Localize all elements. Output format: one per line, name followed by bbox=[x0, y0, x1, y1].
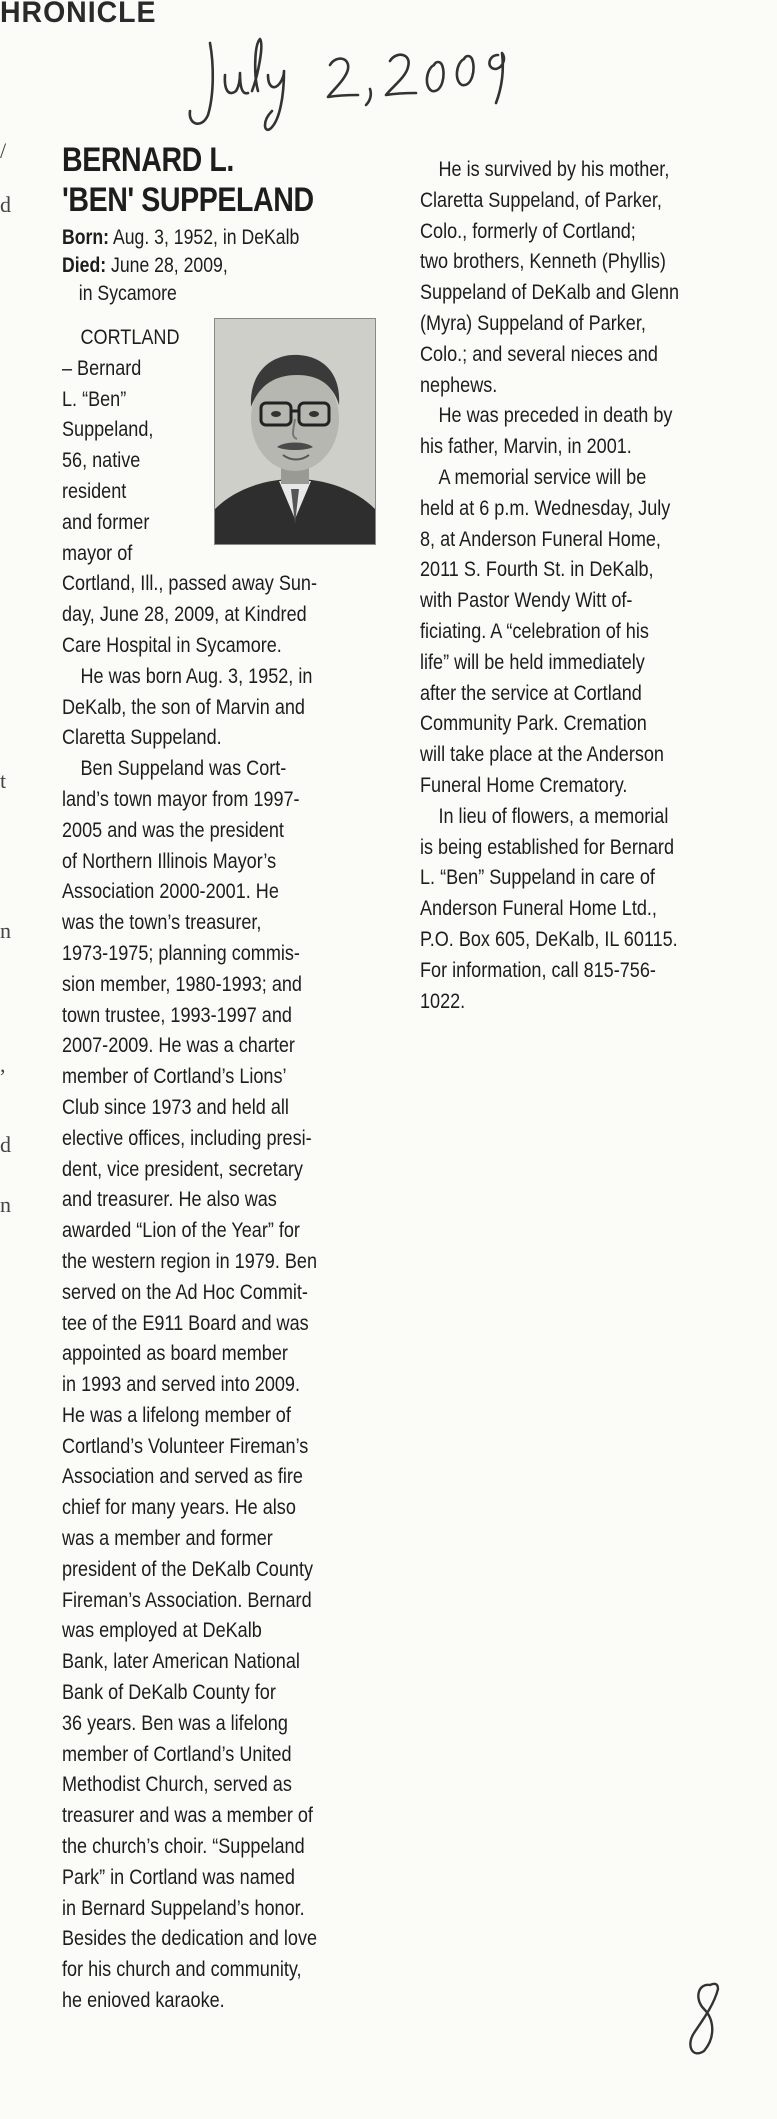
born-label: Born: bbox=[62, 226, 110, 249]
body-line: elective offices, including presi- bbox=[62, 1125, 312, 1150]
body-line: held at 6 p.m. Wednesday, July bbox=[420, 495, 671, 520]
body-line: in 1993 and served into 2009. bbox=[62, 1372, 300, 1397]
body-line: Cortland’s Volunteer Fireman’s bbox=[62, 1433, 309, 1458]
body-line: sion member, 1980-1993; and bbox=[62, 971, 302, 996]
body-line: He was born Aug. 3, 1952, in bbox=[80, 663, 313, 688]
body-line: Anderson Funeral Home Ltd., bbox=[420, 896, 657, 921]
edge-fragment: t bbox=[0, 768, 7, 793]
body-line: the church’s choir. “Suppeland bbox=[62, 1834, 305, 1859]
body-line: In lieu of flowers, a memorial bbox=[438, 803, 669, 828]
body-line: is being established for Bernard bbox=[420, 834, 675, 859]
body-line: Cortland, Ill., passed away Sun- bbox=[62, 571, 317, 596]
body-line: two brothers, Kenneth (Phyllis) bbox=[420, 249, 666, 274]
body-line: and treasurer. He also was bbox=[62, 1187, 277, 1212]
body-line: Bank of DeKalb County for bbox=[62, 1680, 276, 1705]
obituary-right-body bbox=[420, 154, 706, 1016]
body-line: Claretta Suppeland. bbox=[62, 725, 222, 750]
body-line: mayor of bbox=[62, 540, 133, 565]
body-line: after the service at Cortland bbox=[420, 680, 642, 705]
died-label: Died: bbox=[62, 254, 107, 277]
body-line: Fireman’s Association. Bernard bbox=[62, 1587, 312, 1612]
body-line: 2005 and was the president bbox=[62, 817, 284, 842]
body-line: Funeral Home Crematory. bbox=[420, 772, 628, 797]
body-line: Claretta Suppeland, of Parker, bbox=[420, 187, 662, 212]
edge-fragment: d bbox=[0, 192, 11, 217]
body-line: nephews. bbox=[420, 372, 498, 397]
body-line: DeKalb, the son of Marvin and bbox=[62, 694, 305, 719]
obituary-headline bbox=[62, 140, 327, 220]
body-line: 1022. bbox=[420, 988, 466, 1013]
body-line: resident bbox=[62, 478, 127, 503]
body-line: of Northern Illinois Mayor’s bbox=[62, 848, 277, 873]
body-line: and former bbox=[62, 509, 150, 534]
obituary-left-column bbox=[62, 140, 377, 2016]
body-line: served on the Ad Hoc Commit- bbox=[62, 1279, 308, 1304]
body-line: tee of the E911 Board and was bbox=[62, 1310, 309, 1335]
body-line: was a member and former bbox=[62, 1526, 273, 1551]
body-line: Methodist Church, served as bbox=[62, 1772, 292, 1797]
body-line: A memorial service will be bbox=[438, 464, 647, 489]
body-line: 2011 S. Fourth St. in DeKalb, bbox=[420, 557, 654, 582]
obituary-right-column bbox=[420, 154, 760, 1016]
body-line: president of the DeKalb County bbox=[62, 1556, 313, 1581]
newspaper-masthead: HRONICLE bbox=[0, 0, 157, 29]
body-line: Bank, later American National bbox=[62, 1649, 300, 1674]
body-line: was employed at DeKalb bbox=[62, 1618, 262, 1643]
body-line: Club since 1973 and held all bbox=[62, 1094, 289, 1119]
body-line: ficiating. A “celebration of his bbox=[420, 618, 649, 643]
body-line: P.O. Box 605, DeKalb, IL 60115. bbox=[420, 926, 678, 951]
body-line: will take place at the Anderson bbox=[420, 742, 664, 767]
body-line: day, June 28, 2009, at Kindred bbox=[62, 602, 307, 627]
body-line: 2007-2009. He was a charter bbox=[62, 1033, 295, 1058]
headline-line-1: BERNARD L. bbox=[62, 141, 234, 179]
body-line: appointed as board member bbox=[62, 1341, 288, 1366]
body-line: Besides the dedication and love bbox=[62, 1926, 318, 1951]
body-line: life” will be held immediately bbox=[420, 649, 645, 674]
body-line: Association and served as fire bbox=[62, 1464, 303, 1489]
body-line: he enioved karaoke. bbox=[62, 1988, 225, 2013]
body-line: Park” in Cortland was named bbox=[62, 1864, 295, 1889]
body-line: awarded “Lion of the Year” for bbox=[62, 1218, 300, 1243]
body-line: Suppeland of DeKalb and Glenn bbox=[420, 280, 680, 305]
body-line: L. “Ben” bbox=[62, 386, 127, 411]
body-line: Association 2000-2001. He bbox=[62, 879, 279, 904]
body-line: – Bernard bbox=[62, 355, 142, 380]
edge-fragment: n bbox=[0, 918, 11, 943]
body-line: treasurer and was a member of bbox=[62, 1803, 313, 1828]
body-line: Colo., formerly of Cortland; bbox=[420, 218, 636, 243]
body-line: Care Hospital in Sycamore. bbox=[62, 632, 282, 657]
body-line: Community Park. Cremation bbox=[420, 711, 647, 736]
handwritten-page-number bbox=[680, 1975, 730, 2065]
body-line: was the town’s treasurer, bbox=[62, 910, 262, 935]
body-line: L. “Ben” Suppeland in care of bbox=[420, 865, 655, 890]
body-line: land’s town mayor from 1997- bbox=[62, 786, 300, 811]
body-line: in Bernard Suppeland’s honor. bbox=[62, 1895, 305, 1920]
body-line: 1973-1975; planning commis- bbox=[62, 940, 300, 965]
body-line: He was preceded in death by bbox=[438, 403, 673, 428]
died-line bbox=[62, 252, 327, 280]
headline-line-2: 'BEN' SUPPELAND bbox=[62, 181, 314, 219]
edge-fragment: / bbox=[0, 138, 7, 163]
handwritten-date bbox=[180, 25, 520, 135]
body-line: 36 years. Ben was a lifelong bbox=[62, 1710, 288, 1735]
died-line-cont: in Sycamore bbox=[78, 282, 177, 305]
body-line: member of Cortland’s United bbox=[62, 1741, 292, 1766]
body-line: member of Cortland’s Lions’ bbox=[62, 1064, 287, 1089]
edge-fragment: , bbox=[0, 1052, 6, 1077]
born-line bbox=[62, 224, 327, 252]
body-line: For information, call 815-756- bbox=[420, 957, 656, 982]
body-line: dent, vice president, secretary bbox=[62, 1156, 303, 1181]
body-line: 8, at Anderson Funeral Home, bbox=[420, 526, 661, 551]
edge-fragment: d bbox=[0, 1132, 11, 1157]
body-line: his father, Marvin, in 2001. bbox=[420, 434, 632, 459]
body-line: He is survived by his mother, bbox=[438, 157, 670, 181]
body-line: Ben Suppeland was Cort- bbox=[80, 756, 287, 781]
edge-fragment: n bbox=[0, 1192, 11, 1217]
body-line: chief for many years. He also bbox=[62, 1495, 296, 1520]
body-line: CORTLAND bbox=[80, 325, 180, 349]
body-line: 56, native bbox=[62, 448, 141, 473]
born-value: Aug. 3, 1952, in DeKalb bbox=[112, 226, 300, 249]
died-value: June 28, 2009, bbox=[111, 254, 228, 277]
body-line: He was a lifelong member of bbox=[62, 1402, 291, 1427]
body-line: town trustee, 1993-1997 and bbox=[62, 1002, 292, 1027]
obituary-left-body bbox=[62, 322, 327, 2016]
body-line: the western region in 1979. Ben bbox=[62, 1248, 318, 1273]
body-line: Colo.; and several nieces and bbox=[420, 341, 658, 366]
body-line: Suppeland, bbox=[62, 417, 154, 442]
body-line: with Pastor Wendy Witt of- bbox=[420, 588, 633, 613]
body-line: (Myra) Suppeland of Parker, bbox=[420, 310, 646, 335]
body-line: for his church and community, bbox=[62, 1957, 302, 1982]
